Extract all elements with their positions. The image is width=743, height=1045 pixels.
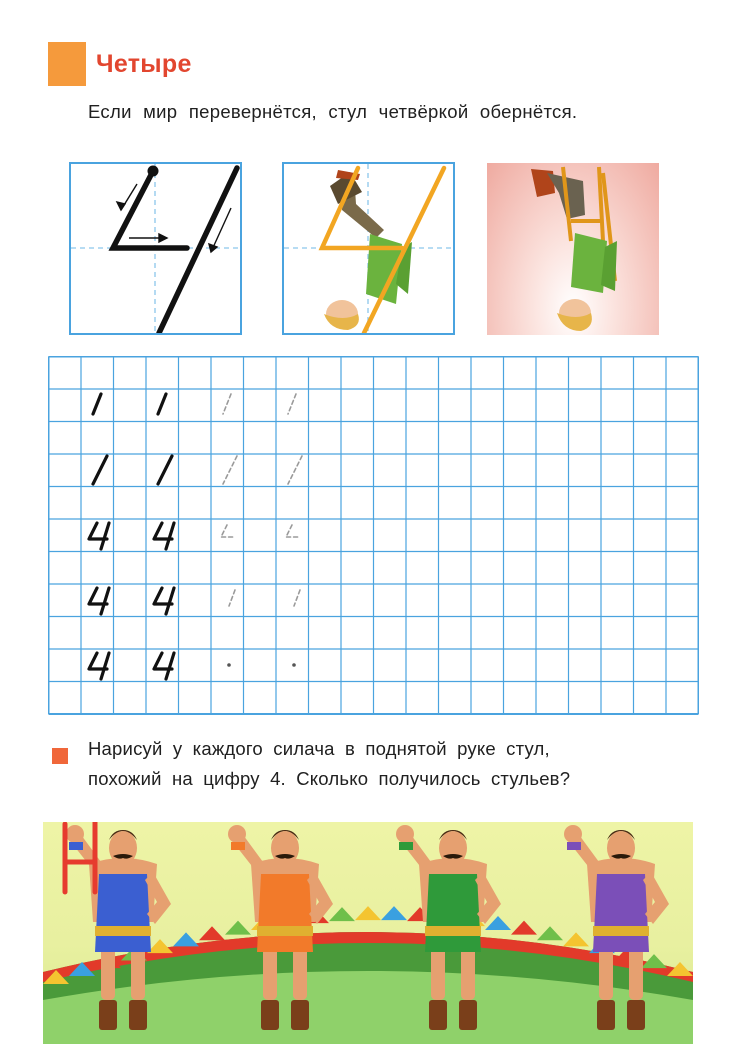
trace-stroke [288, 456, 302, 484]
start-dot [227, 663, 231, 667]
practice-grid [48, 356, 699, 720]
raised-fist [66, 825, 84, 843]
page-title: Четыре [96, 50, 192, 78]
boy-with-chair-picture [487, 163, 659, 335]
raised-fist [564, 825, 582, 843]
sample-stroke [101, 653, 109, 679]
start-dot [292, 663, 296, 667]
sample-stroke [158, 394, 166, 414]
practice-strokes [89, 394, 302, 679]
trace-stroke [221, 525, 235, 537]
raised-fist [396, 825, 414, 843]
trace-stroke [294, 590, 300, 606]
strongmen-scene-svg [43, 822, 693, 1044]
task-instruction-line-1: Нарисуй у каждого силача в поднятой руке стул, [88, 738, 550, 759]
upside-down-boy-illustration [284, 164, 453, 333]
sample-stroke [166, 653, 174, 679]
trace-stroke [223, 394, 231, 414]
task-marker [52, 748, 68, 764]
start-dot [148, 166, 159, 177]
page-subtitle: Если мир перевернётся, стул четвёркой обернётся. [88, 101, 578, 122]
digit-four-guide-svg [71, 164, 240, 333]
trace-stroke [223, 456, 237, 484]
strongmen-illustration [43, 822, 693, 1044]
upside-down-chair-illustration [487, 163, 659, 335]
sample-stroke [166, 523, 174, 549]
trace-stroke [286, 525, 300, 537]
task-instruction-line-2: похожий на цифру 4. Сколько получилось стульев? [88, 768, 571, 789]
sample-stroke [158, 456, 172, 484]
trace-stroke [229, 590, 235, 606]
sample-stroke [101, 523, 109, 549]
digit-stroke-guide [69, 162, 242, 335]
raised-fist [228, 825, 246, 843]
header-color-block [48, 42, 86, 86]
trace-stroke [288, 394, 296, 414]
sample-stroke [166, 588, 174, 614]
sample-stroke [93, 456, 107, 484]
boy-with-digit-panel [282, 162, 455, 335]
sample-stroke [93, 394, 101, 414]
sample-stroke [101, 588, 109, 614]
practice-grid-svg [48, 356, 699, 715]
